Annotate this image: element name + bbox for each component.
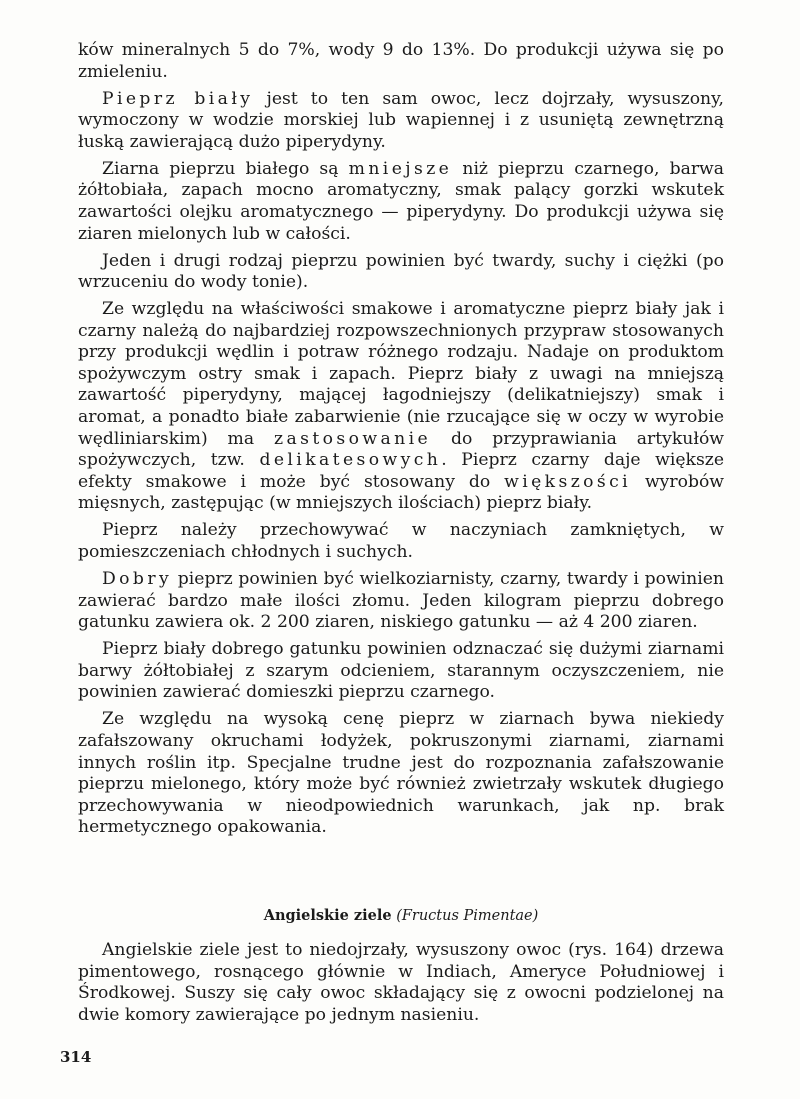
emphasis-lead: Pieprz biały	[102, 88, 254, 109]
section-heading	[78, 906, 724, 926]
paragraph-text: do przyprawiania artykułów spożywczych, tzw.	[78, 428, 725, 471]
section-paragraph: Angielskie ziele jest to niedojrzały, wysuszony owoc (rys. 164) drzewa pimentowego, rosnącego głównie w Indiach, Ameryce Południowej i Środkowej. Suszy się cały owoc składający się z owocni podzielonej na dwie komory zawierające po jednym nasieniu.	[78, 940, 724, 1025]
section-heading-title: Angielskie ziele	[263, 907, 392, 924]
paragraph-6: Pieprz należy przechowywać w naczyniach zamkniętych, w pomieszczeniach chłodnych i suchych.	[78, 520, 724, 563]
paragraph-text: niż pieprzu czarnego, barwa żółtobiała, zapach mocno aromatyczny, smak palący gorzki wskutek zawartości olejku aromatycznego — piperydyny. Do produkcji używa się ziaren mielonych lub w całości.	[78, 158, 724, 244]
paragraph-text: pieprz powinien być wielkoziarnisty, czarny, twardy i powinien zawierać bardzo małe ilości złomu. Jeden kilogram pieprzu dobrego gatunku zawiera ok. 2 200 ziaren, niskiego gatunku — aż 4 200 ziaren.	[78, 569, 724, 633]
emphasis-lead: Dobry	[102, 569, 173, 589]
paragraph-text: wyrobów mięsnych, zastępując (w mniejszych ilościach) pieprz biały.	[78, 471, 725, 514]
paragraph-8: Pieprz biały dobrego gatunku powinien odznaczać się dużymi ziarnami barwy żółtobiałej z szarym odcieniem, starannym oczyszczeniem, nie powinien zawierać domieszki pieprzu czarnego.	[78, 639, 724, 703]
paragraph-3	[78, 159, 724, 245]
paragraph-text: jest to ten sam owoc, lecz dojrzały, wysuszony, wymoczony w wodzie morskiej lub wapiennej i z usuniętą zewnętrzną łuską zawierającą dużo piperydyny.	[78, 88, 724, 152]
paragraph-text: Ze względu na właściwości smakowe i aromatyczne pieprz biały jak i czarny należą do najbardziej rozpowszechnionych przypraw stosowanych przy produkcji wędlin i potraw różnego rodzaju. Nadaje on produktom spożywczym ostry smak i zapach. Pieprz biały z uwagi na mniejszą zawartość piperydyny, mającej łagodniejszy (delikatniejszy) smak i aromat, a ponadto białe zabarwienie (nie rzucające się w oczy w wyrobie wędliniarskim) ma	[78, 299, 724, 449]
paragraph-2	[78, 89, 724, 154]
paragraph-text: Ziarna pieprzu białego są	[102, 158, 349, 179]
paragraph-5	[78, 299, 724, 515]
paragraph-9: Ze względu na wysoką cenę pieprz w ziarnach bywa niekiedy zafałszowany okruchami łodyżek, pokruszonymi ziarnami, ziarnami innych roślin itp. Specjalne trudne jest do rozpoznania zafałszowanie pieprzu mielonego, który może być również zwietrzały wskutek długiego przechowywania w nieodpowiednich warunkach, jak np. brak hermetycznego opakowania.	[78, 709, 724, 838]
paragraph-text: . Pieprz czarny daje większe efekty smakowe i może być stosowany do	[78, 450, 724, 492]
paragraph-7	[78, 569, 724, 634]
paragraph-1: ków mineralnych 5 do 7%, wody 9 do 13%. Do produkcji używa się po zmieleniu.	[78, 40, 724, 82]
page-number: 314	[60, 1048, 92, 1066]
section-heading-latin: (Fructus Pimentae)	[396, 908, 539, 924]
emphasis-word: zastosowanie	[274, 428, 432, 449]
section-body	[78, 940, 724, 1026]
emphasis-word: mniejsze	[348, 158, 453, 179]
paragraph-4: Jeden i drugi rodzaj pieprzu powinien być twardy, suchy i ciężki (po wrzuceniu do wody tonie).	[78, 250, 724, 293]
emphasis-word: większości	[504, 471, 632, 492]
body-text	[78, 40, 724, 844]
emphasis-word: delikatesowych	[259, 450, 442, 471]
